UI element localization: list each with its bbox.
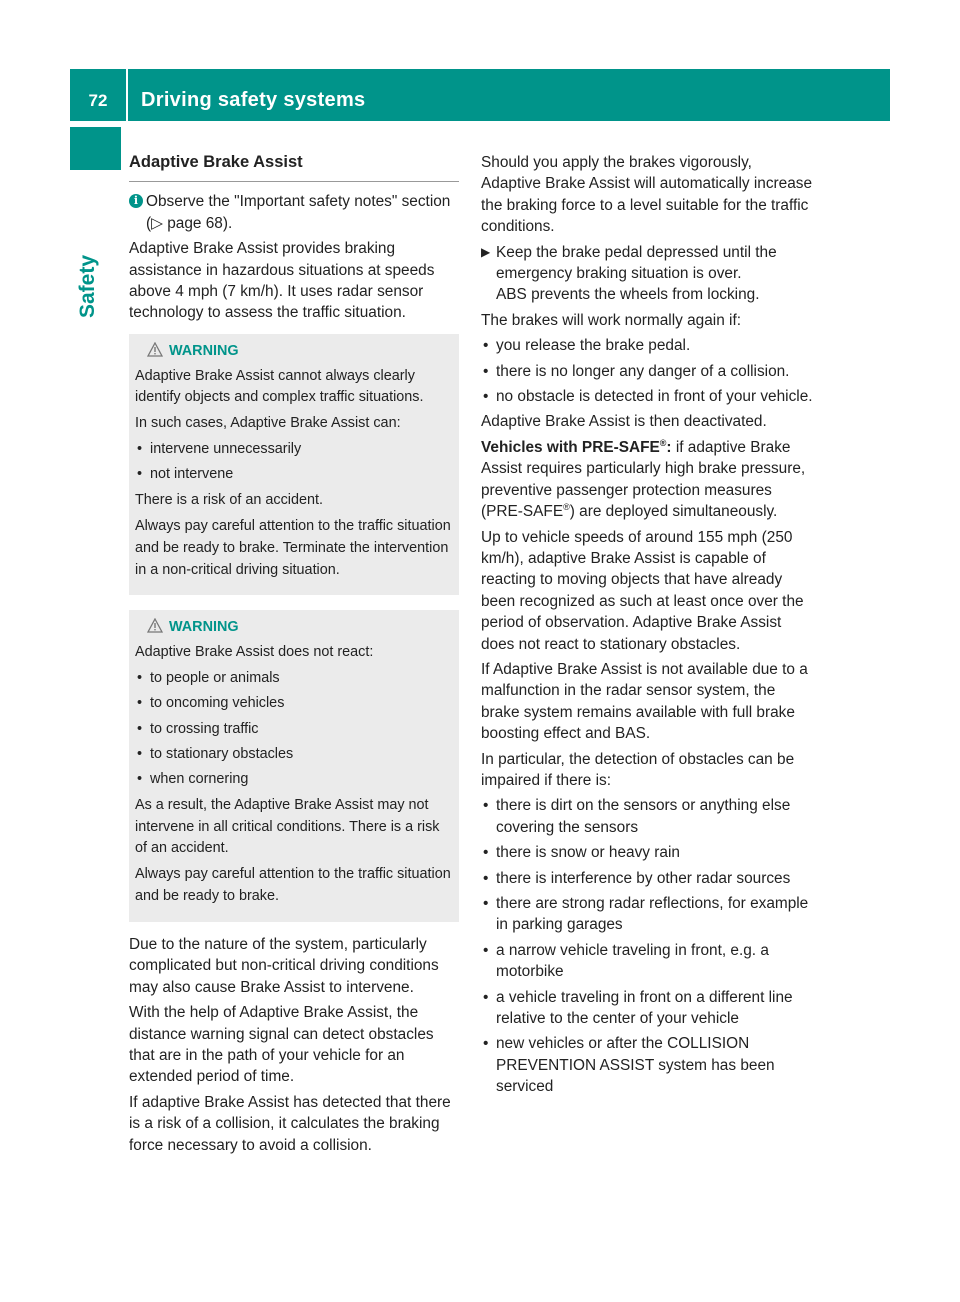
list-item: • no obstacle is detected in front of your vehicle. — [481, 386, 813, 407]
impairment-list — [481, 795, 813, 1097]
warning-text: In such cases, Adaptive Brake Assist can: — [135, 415, 401, 432]
registered-mark: ® — [563, 501, 570, 512]
page-number: 72 — [88, 91, 108, 110]
warning-label: WARNING — [169, 619, 239, 636]
warning-text: There is a risk of an accident. — [135, 492, 323, 509]
instruction-step — [481, 242, 813, 306]
section-heading: Adaptive Brake Assist — [129, 152, 459, 182]
presafe-lead — [481, 439, 672, 456]
body-paragraph: Adaptive Brake Assist is then deactivated. — [481, 413, 767, 431]
list-item: • when cornering — [135, 769, 453, 791]
intro-paragraph: Adaptive Brake Assist provides braking assistance in hazardous situations at speeds above 4 mph (7 km/h). It uses radar sensor technology to assess the traffic situation. — [129, 240, 435, 322]
list-item: • to people or animals — [135, 668, 453, 690]
list-item: • a narrow vehicle traveling in front, e.g. a motorbike — [481, 940, 813, 983]
warning-box-1 — [129, 334, 459, 595]
list-item: • there is snow or heavy rain — [481, 842, 813, 863]
body-paragraph: If adaptive Brake Assist has detected that there is a risk of a collision, it calculates the braking force necessary to avoid a collision. — [129, 1093, 451, 1154]
side-tab-label: Safety — [76, 254, 99, 318]
list-item: • new vehicles or after the COLLISION PREVENTION ASSIST system has been serviced — [481, 1033, 813, 1097]
list-item: • to stationary obstacles — [135, 744, 453, 766]
warning-text: Adaptive Brake Assist cannot always clearly identify objects and complex traffic situations. — [135, 367, 424, 406]
warning-heading — [135, 617, 453, 639]
body-paragraph: The brakes will work normally again if: — [481, 311, 742, 329]
warning-label: WARNING — [169, 342, 239, 359]
warning-text: Always pay careful attention to the traffic situation and be ready to brake. Terminate the intervention in a non-critical driving situation. — [135, 517, 451, 578]
side-tab — [70, 127, 121, 170]
list-item: • intervene unnecessarily — [135, 439, 453, 461]
warning-triangle-icon — [147, 342, 163, 357]
presafe-text: ) are deployed simultaneously. — [569, 503, 778, 521]
presafe-lead-text: Vehicles with PRE-SAFE — [481, 438, 660, 456]
warning-box-2 — [129, 610, 459, 922]
instruction-result: ABS prevents the wheels from locking. — [496, 286, 760, 304]
list-item: • there is interference by other radar sources — [481, 868, 813, 889]
presafe-colon: : — [666, 438, 672, 456]
registered-mark: ® — [659, 437, 667, 448]
presafe-text: if adaptive Brake Assist requires particularly high brake pressure, preventive passenger protection measures (PRE-SAFE — [481, 438, 806, 521]
left-column — [129, 152, 459, 1160]
arrow-right-icon: ▶ — [481, 244, 491, 259]
info-note-text: Observe the "Important safety notes" section (▷ page 68). — [146, 193, 451, 232]
warning-text: As a result, the Adaptive Brake Assist may not intervene in all critical conditions. There is a risk of an accident. — [135, 796, 440, 857]
instruction-text: Keep the brake pedal depressed until the emergency braking situation is over. — [496, 243, 777, 283]
list-item: • there are strong radar reflections, for example in parking garages — [481, 893, 813, 936]
warning-text: Always pay careful attention to the traffic situation and be ready to brake. — [135, 866, 451, 905]
list-item: • you release the brake pedal. — [481, 335, 813, 356]
right-column — [481, 152, 813, 1102]
presafe-paragraph — [481, 437, 813, 523]
body-paragraph: Due to the nature of the system, particularly complicated but non-critical driving conditions may also cause Brake Assist to intervene. — [129, 935, 439, 996]
warning-list — [135, 439, 453, 486]
list-item: • there is no longer any danger of a collision. — [481, 361, 813, 382]
info-icon: i — [129, 194, 143, 208]
list-item: • not intervene — [135, 464, 453, 486]
warning-triangle-icon — [147, 618, 163, 633]
body-paragraph: Should you apply the brakes vigorously, Adaptive Brake Assist will automatically increase the braking force to a level suitable for the traffic conditions. — [481, 154, 813, 236]
list-item: • to crossing traffic — [135, 719, 453, 741]
list-item: • to oncoming vehicles — [135, 693, 453, 715]
condition-list — [481, 335, 813, 407]
body-paragraph: With the help of Adaptive Brake Assist, the distance warning signal can detect obstacles that are in the path of your vehicle for an extended period of time. — [129, 1004, 434, 1086]
header-title: Driving safety systems — [141, 89, 366, 111]
body-paragraph: Up to vehicle speeds of around 155 mph (250 km/h), adaptive Brake Assist is capable of reacting to moving objects that have already been recognized as such at least once over the period of observation. Adaptive Brake Assist does not react to stationary obstacles. — [481, 528, 804, 653]
info-note — [129, 191, 459, 234]
warning-text: Adaptive Brake Assist does not react: — [135, 644, 374, 661]
header-divider — [126, 69, 128, 121]
body-paragraph: In particular, the detection of obstacles can be impaired if there is: — [481, 750, 795, 789]
body-paragraph: If Adaptive Brake Assist is not available due to a malfunction in the radar sensor system, the brake system remains available with full brake boosting effect and BAS. — [481, 660, 808, 743]
list-item: • a vehicle traveling in front on a different line relative to the center of your vehicle — [481, 987, 813, 1030]
warning-heading — [135, 341, 453, 363]
list-item: • there is dirt on the sensors or anything else covering the sensors — [481, 795, 813, 838]
warning-list — [135, 668, 453, 791]
